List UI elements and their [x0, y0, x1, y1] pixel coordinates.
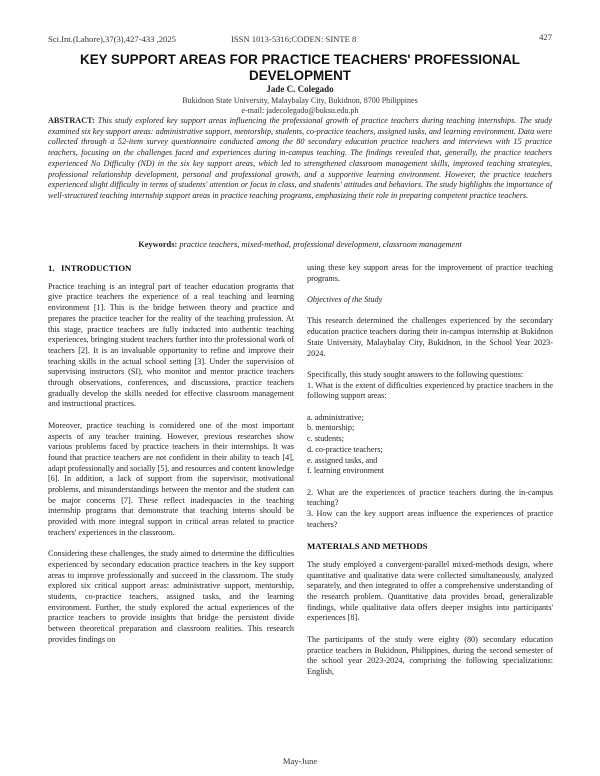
intro-paragraph-2: Moreover, practice teaching is considered one of the most important aspects of any teacher training. However, previous researches show various problems faced by practice teachers in their internships. It was found that practice teachers are not confident in their ability to teach [4], adapt professionally and socially [5], and resources and content knowledge [6]. In addition, a lack of support from the supervisor, motivational problems, and misunderstandings between the mentor and the student can be major concerns [7]. These reflect inadequacies in the teaching internship programs that demonstrate that teaching interns should be provided with more integral support in critical areas related to practice teachers' experiences in the classroom.	[48, 420, 295, 537]
intro-paragraph-1: Practice teaching is an integral part of teacher education programs that give practice teachers the experience of a real teaching and learning environment [1]. This is the bridge between theory and practice and prepares the practice teacher for the reality of the teaching profession. At this stage, practice teachers are fully inducted into authentic teaching experiences, bringing student teachers further into the professional work of teachers [2]. It is an invaluable opportunity to refine and improve their teaching skills in the actual school setting [3]. Under the supervision of supervising instructors (SI), who monitor and mentor practice teachers through observations, conferences, and discussions, practice teachers gradually develop the skills needed for effective classroom management and instructional practices.	[48, 281, 295, 409]
keywords-label: Keywords:	[138, 240, 178, 249]
methods-paragraph-1: The study employed a convergent-parallel mixed-methods design, where quantitative and qualitative data were collected simultaneously, analyzed separately, and then integrated to offer a comprehensive understanding of the research problem. Quantitative data provides broad, generalizable findings, while qualitative data offers deeper insights into participants' experiences [8].	[307, 559, 553, 623]
list-item: a. administrative;	[307, 412, 364, 422]
section-title: INTRODUCTION	[61, 263, 132, 273]
author-email: e-mail: jadecolegado@buksu.edu.ph	[241, 106, 359, 115]
methods-paragraph-2: The participants of the study were eighty (80) secondary education practice teachers in Bukidnon, Philippines, during the second semester of the school year 2023-2024, comprising the following specializations: English,	[307, 634, 553, 676]
journal-issn: ISSN 1013-5316;CODEN: SINTE 8	[231, 34, 357, 44]
abstract-label: ABSTRACT:	[48, 116, 95, 125]
paper-author: Jade C. Colegado	[266, 84, 334, 94]
methods-heading: MATERIALS AND METHODS	[307, 541, 428, 552]
abstract	[48, 116, 552, 202]
introduction-heading	[48, 263, 294, 274]
objectives-paragraph-1: This research determined the challenges experienced by the secondary education practice teachers during their in-campus internship at Bukidnon State University, Malaybalay City, Bukidnon, in the School Year 2023-2024.	[307, 316, 553, 358]
keywords-text: practice teachers, mixed-method, professional development, classroom management	[179, 240, 462, 249]
list-item: f. learning environment	[307, 466, 385, 476]
paper-title: KEY SUPPORT AREAS FOR PRACTICE TEACHERS' PROFESSIONAL DEVELOPMENT	[80, 52, 520, 83]
abstract-text: This study explored key support areas influencing the professional growth of practice teachers during teaching internships. The study examined six key support areas: administrative support, mentorship, students, co-practice teachers, assigned tasks, and learning environment. Data were collected through a 52-item survey questionnaire conducted among the 80 secondary education practice teachers and interviews with 15 practice teachers, focusing on the challenges faced and experiences during in-campus teaching. The findings revealed that, generally, the practice teachers experienced No Difficulty (ND) in the six key support areas, which led to strengthened classroom management skills, improved teaching strategies, professional relationship development, personal and professional growth, and a supportive learning environment. However, the practice teachers experienced slight difficulty in terms of students' attention or focus in class, and students' attitudes and behaviors. The study highlights the importance of well-structured teaching internship support areas in practice teaching programs, emphasizing their role in preparing competent practice teachers.	[48, 116, 552, 200]
objectives-heading: Objectives of the Study	[307, 295, 383, 305]
page-number: 427	[539, 32, 552, 42]
list-item: c. students;	[307, 434, 344, 444]
question-3: 3. How can the key support areas influence the experiences of practice teachers?	[307, 509, 553, 529]
objectives-paragraph-2: Specifically, this study sought answers to the following questions:	[307, 369, 524, 379]
journal-citation: Sci.Int.(Lahore),37(3),427-433 ,2025	[48, 34, 176, 44]
intro-paragraph-4: using these key support areas for the improvement of practice teaching programs.	[307, 263, 553, 283]
question-1: 1. What is the extent of difficulties experienced by practice teachers in the following support areas:	[307, 380, 553, 401]
list-item: e. assigned tasks, and	[307, 455, 378, 465]
page-footer: May-June	[282, 756, 318, 766]
list-item: d. co-practice teachers;	[307, 444, 383, 454]
keywords	[0, 240, 600, 249]
left-column	[48, 263, 294, 656]
list-item: b. mentorship;	[307, 423, 355, 433]
support-area-list	[307, 413, 553, 477]
right-column	[307, 263, 553, 688]
author-affiliation: Bukidnon State University, Malaybalay City, Bukidnon, 8700 Philippines	[182, 96, 418, 105]
section-number: 1.	[48, 263, 55, 273]
question-2: 2. What are the experiences of practice teachers during the in-campus teaching?	[307, 487, 553, 508]
intro-paragraph-3: Considering these challenges, the study aimed to determine the difficulties experienced by secondary education practice teachers in the key support areas to improve professionally and succeed in the classroom. The study explored six critical support areas: administrative support, mentorship, students, co-practice teachers, assigned tasks, and the learning environment. Further, the study explored the actual experiences of the practice teachers to provide insights that bridge the persistent divide between theoretical preparation and classroom realities. This research provides findings on	[48, 549, 294, 644]
